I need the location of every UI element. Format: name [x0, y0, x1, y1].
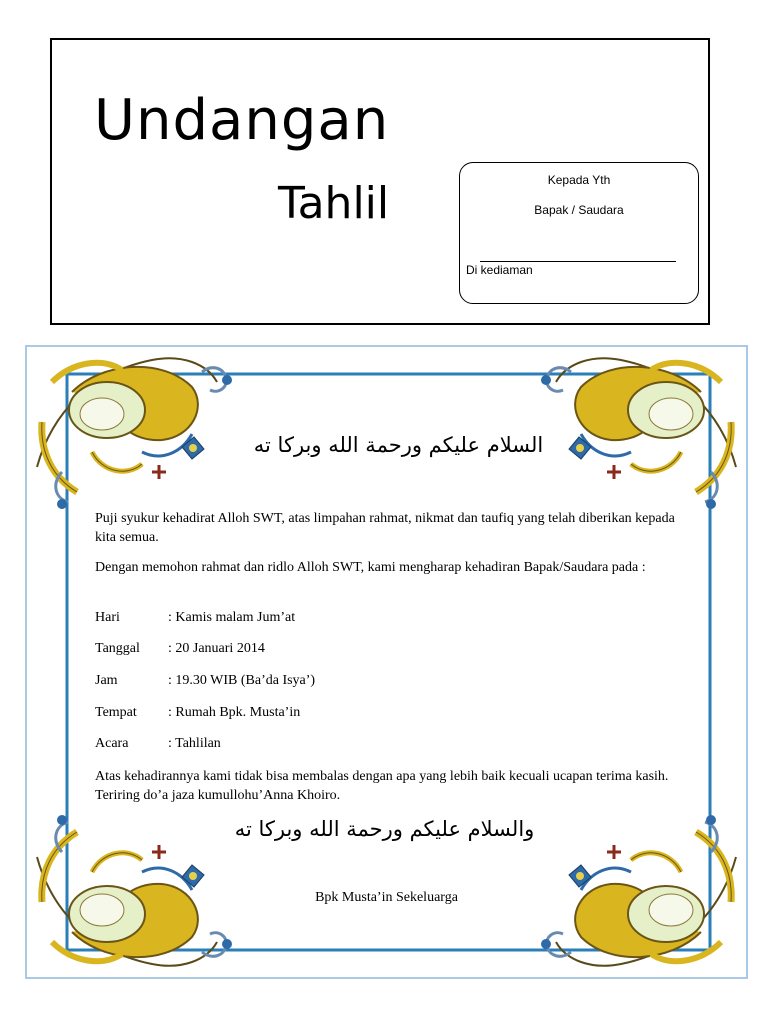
signature: Bpk Musta’in Sekeluarga	[315, 890, 458, 905]
address-place: Di kediaman	[466, 263, 533, 277]
greeting-close: والسلام عليكم ورحمة الله وبركا ته	[234, 817, 535, 841]
detail-value: : 19.30 WIB (Ba’da Isya’)	[168, 673, 316, 688]
detail-label: Tanggal	[95, 641, 140, 656]
address-blank-line	[480, 261, 676, 262]
cover-panel	[50, 38, 710, 325]
detail-label: Jam	[95, 673, 118, 688]
frame-line	[67, 374, 710, 950]
cover-title-undangan: Undangan	[94, 88, 390, 153]
address-name: Bapak / Saudara	[534, 203, 624, 217]
detail-row-hari	[95, 610, 495, 630]
detail-label: Hari	[95, 610, 120, 625]
detail-label: Tempat	[95, 705, 137, 720]
detail-value: : 20 Januari 2014	[168, 641, 265, 656]
greeting-open: السلام عليكم ورحمة الله وبركا ته	[253, 433, 544, 457]
invitation-card	[25, 345, 748, 979]
paragraph-opening: Puji syukur kehadirat Alloh SWT, atas limpahan rahmat, nikmat dan taufiq yang telah diberikan kepada kita semua.	[95, 511, 675, 545]
paragraph-request: Dengan memohon rahmat dan ridlo Alloh SWT, kami mengharap kehadiran Bapak/Saudara pada :	[95, 560, 646, 575]
detail-value: : Rumah Bpk. Musta’in	[168, 705, 301, 720]
detail-row-tempat	[95, 705, 495, 725]
address-box	[459, 162, 699, 304]
detail-row-jam	[95, 673, 495, 693]
address-to: Kepada Yth	[547, 173, 611, 187]
detail-label: Acara	[95, 736, 129, 751]
detail-value: : Tahlilan	[168, 736, 221, 751]
detail-value: : Kamis malam Jum’at	[168, 610, 296, 625]
paragraph-closing: Atas kehadirannya kami tidak bisa membalas dengan apa yang lebih baik kecuali ucapan terima kasih. Teriring do’a jaza kumullohu’Anna Khoiro.	[95, 769, 669, 803]
detail-row-acara	[95, 736, 495, 756]
detail-row-tanggal	[95, 641, 495, 661]
cover-title-tahlil: Tahlil	[278, 178, 390, 229]
